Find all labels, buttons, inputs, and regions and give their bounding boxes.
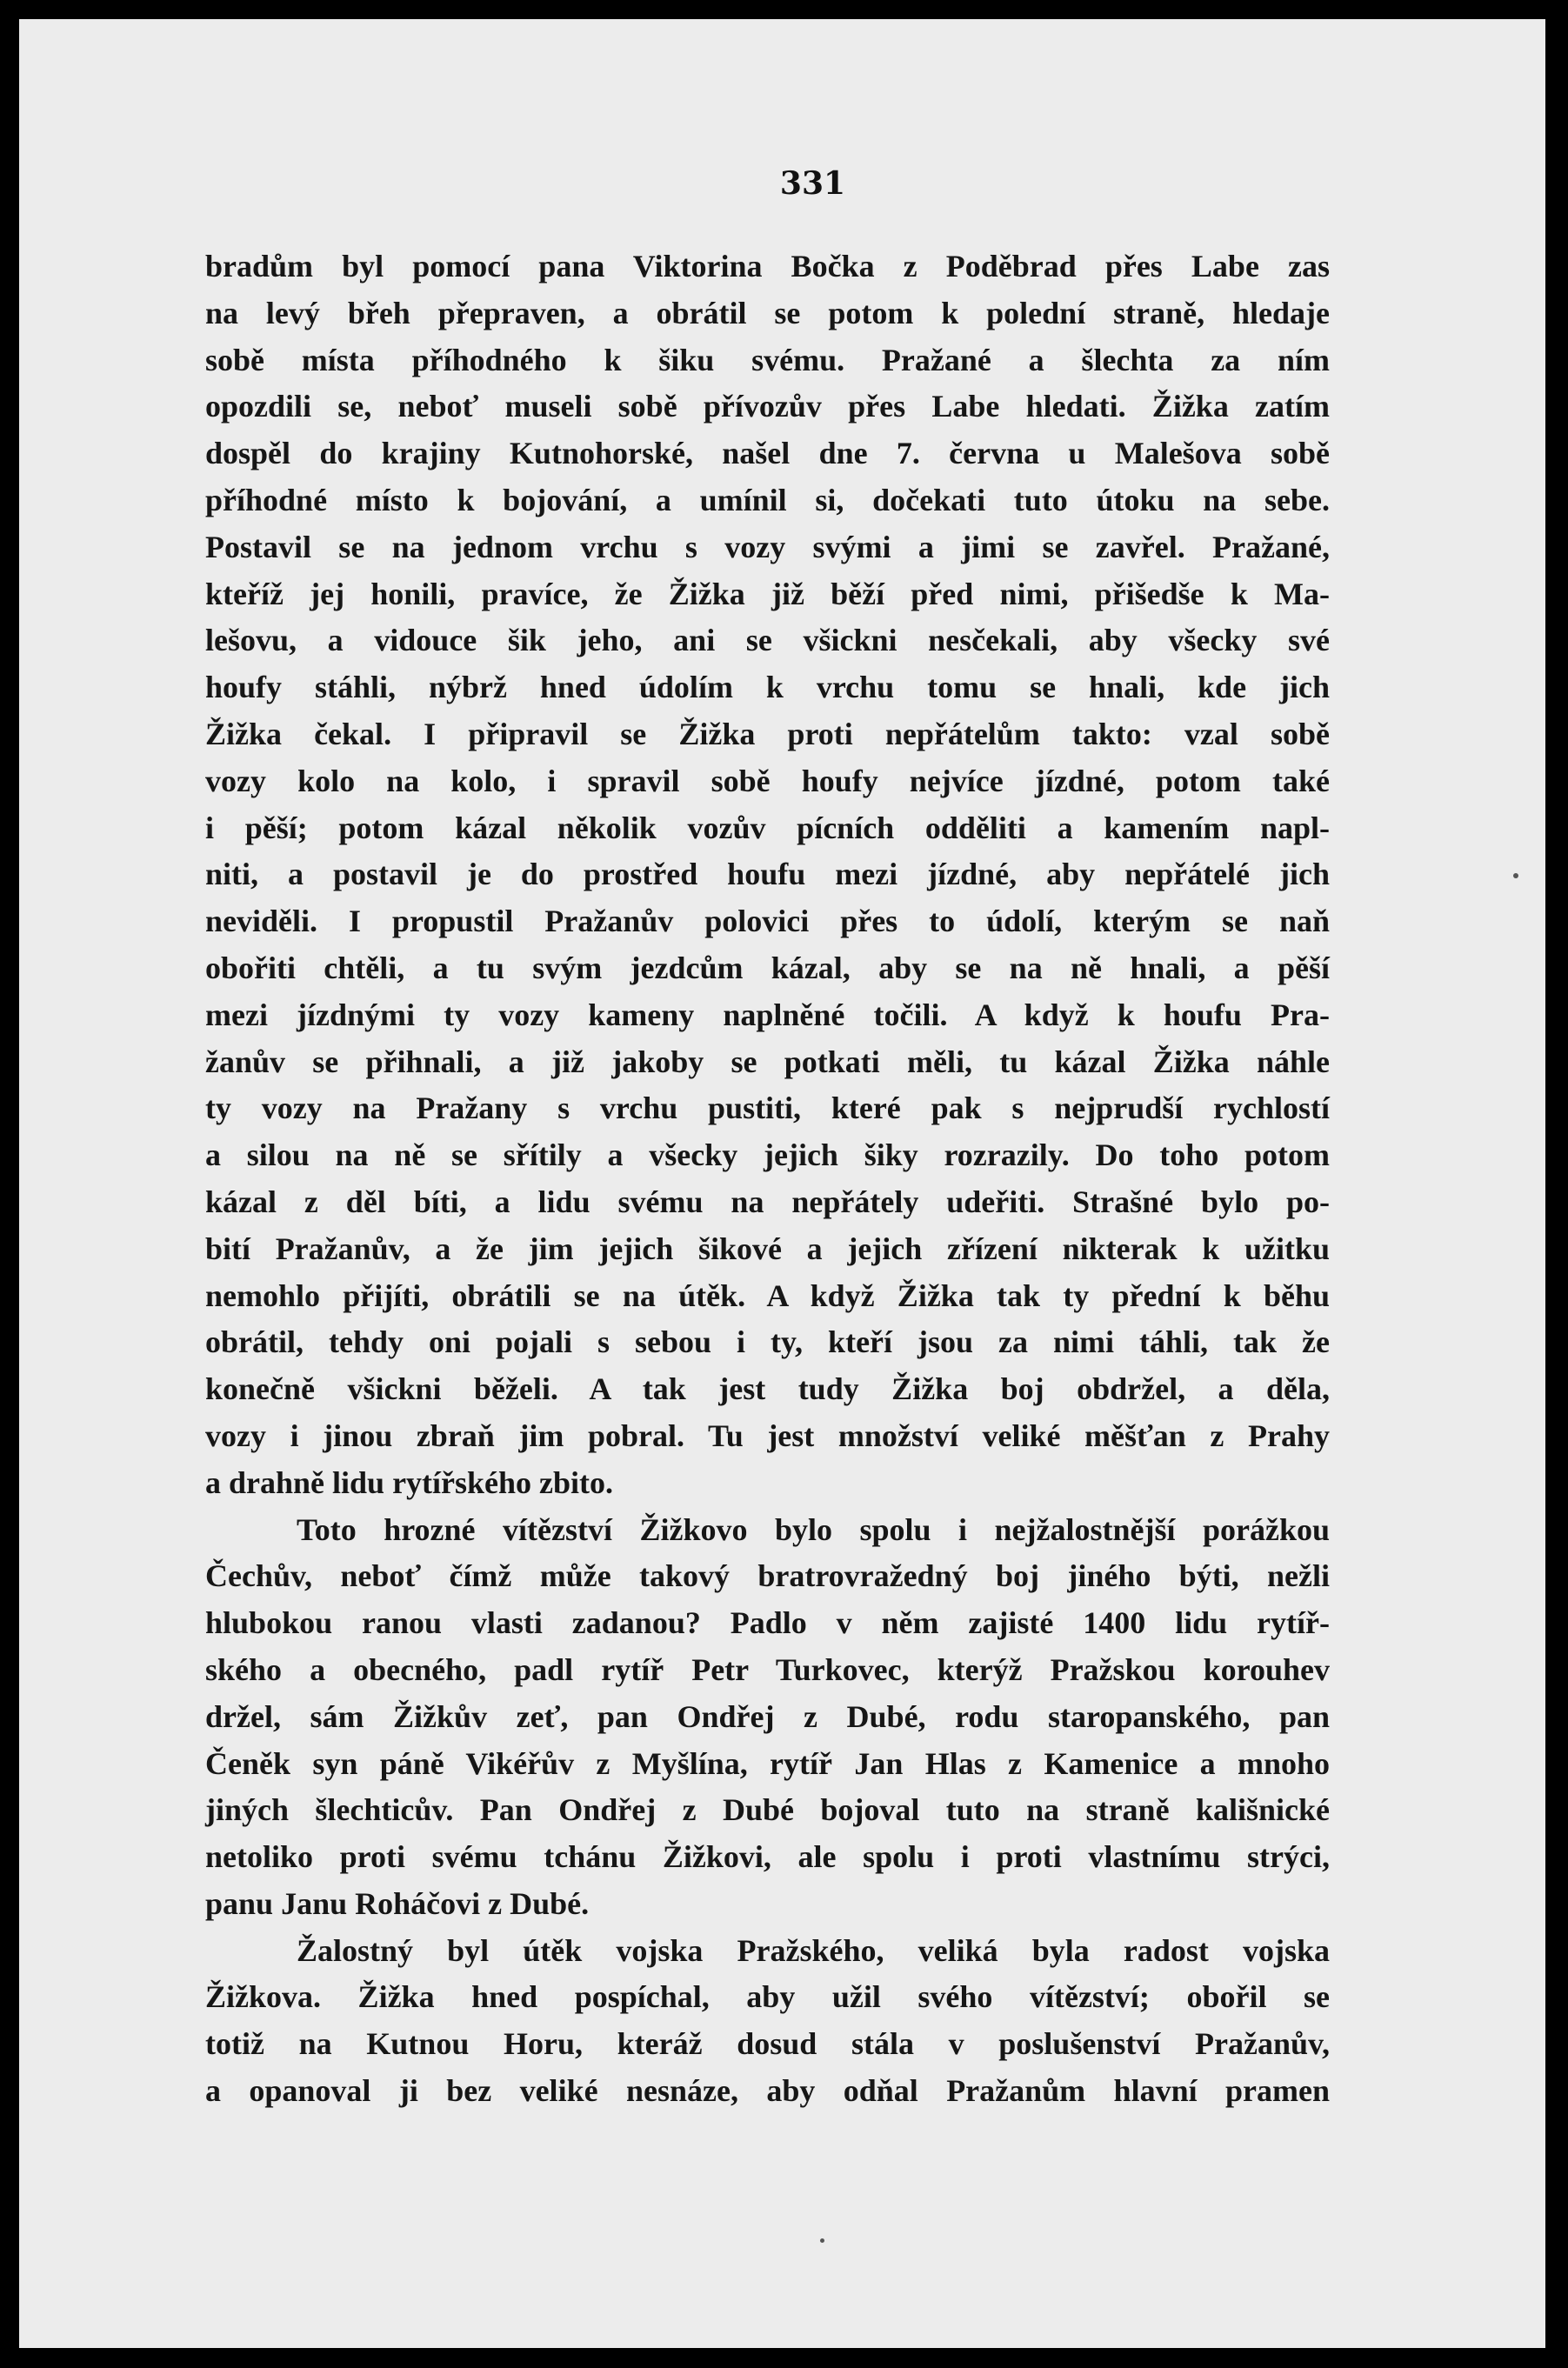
text-line: vozy kolo na kolo, i spravil sobě houfy nejvíce jízdné, potom také <box>205 763 1330 798</box>
text-line: a drahně lidu rytířského zbito. <box>205 1464 614 1500</box>
text-line: a silou na ně se sřítily a všecky jejich šiky rozrazily. Do toho potom <box>205 1137 1330 1173</box>
paragraph-2 <box>205 1507 1330 1928</box>
paragraph-1 <box>205 243 1330 1507</box>
text-line: Žižka čekal. I připravil se Žižka proti nepřátelům takto: vzal sobě <box>205 716 1330 751</box>
text-line: na levý břeh přepraven, a obrátil se potom k polední straně, hledaje <box>205 295 1330 330</box>
page-number: 331 <box>779 165 846 202</box>
text-line: bradům byl pomocí pana Viktorina Bočka z Poděbrad přes Labe zas <box>205 249 1330 283</box>
text-line: žanův se přihnali, a již jakoby se potkati měli, tu kázal Žižka náhle <box>205 1044 1330 1079</box>
text-line: obrátil, tehdy oni pojali s sebou i ty, kteří jsou za nimi táhli, tak že <box>205 1324 1330 1360</box>
text-line: obořiti chtěli, a tu svým jezdcům kázal, aby se na ně hnali, a pěší <box>205 950 1330 985</box>
text-line: kázal z děl bíti, a lidu svému na nepřátely udeřiti. Strašné bylo po- <box>205 1184 1330 1219</box>
text-line: jiných šlechticův. Pan Ondřej z Dubé bojoval tuto na straně kališnické <box>205 1792 1330 1828</box>
text-line: opozdili se, neboť museli sobě přívozův přes Labe hledati. Žižka zatím <box>205 389 1330 424</box>
text-line: Žalostný byl útěk vojska Pražského, veliká byla radost vojska <box>297 1932 1330 1968</box>
text-line: kteříž jej honili, pravíce, že Žižka již běží před nimi, přišedše k Ma- <box>205 576 1330 611</box>
text-line: totiž na Kutnou Horu, kteráž dosud stála v poslušenství Pražanův, <box>205 2026 1330 2062</box>
text-line: konečně všickni běželi. A tak jest tudy Žižka boj obdržel, a děla, <box>205 1371 1330 1407</box>
text-line: držel, sám Žižkův zeť, pan Ondřej z Dubé, rodu staropanského, pan <box>205 1698 1330 1734</box>
text-line: Čeněk syn páně Vikéřův z Myšlína, rytíř Jan Hlas z Kamenice a mnoho <box>205 1745 1330 1781</box>
text-line: hlubokou ranou vlasti zadanou? Padlo v něm zajisté 1400 lidu rytíř- <box>205 1605 1330 1641</box>
book-page <box>19 19 1545 2348</box>
text-line: neviděli. I propustil Pražanův polovici přes to údolí, kterým se naň <box>205 904 1330 939</box>
text-line: netoliko proti svému tchánu Žižkovi, ale spolu i proti vlastnímu strýci, <box>205 1839 1330 1875</box>
text-line: houfy stáhli, nýbrž hned údolím k vrchu tomu se hnali, kde jich <box>205 670 1330 705</box>
paper-speck <box>1513 873 1518 878</box>
text-line: vozy i jinou zbraň jim pobral. Tu jest množství veliké měšťan z Prahy <box>205 1417 1330 1453</box>
body-text <box>205 243 1330 2115</box>
text-line: ty vozy na Pražany s vrchu pustiti, které pak s nejprudší rychlostí <box>205 1091 1330 1126</box>
text-line: niti, a postavil je do prostřed houfu mezi jízdné, aby nepřátelé jich <box>205 857 1330 892</box>
text-line: ského a obecného, padl rytíř Petr Turkovec, kterýž Pražskou korouhev <box>205 1651 1330 1687</box>
text-line: Postavil se na jednom vrchu s vozy svými a jimi se zavřel. Pražané, <box>205 529 1330 564</box>
text-line: mezi jízdnými ty vozy kameny naplněné točili. A když k houfu Pra- <box>205 997 1330 1032</box>
text-line: příhodné místo k bojování, a umínil si, dočekati tuto útoku na sebe. <box>205 482 1330 517</box>
text-line: i pěší; potom kázal několik vozův pícních odděliti a kamením napl- <box>205 810 1330 845</box>
text-line: lešovu, a vidouce šik jeho, ani se všickni nesčekali, aby všecky své <box>205 623 1330 658</box>
text-line: panu Janu Roháčovi z Dubé. <box>205 1885 590 1921</box>
paper-speck <box>820 2238 824 2243</box>
text-line: Čechův, neboť čímž může takový bratrovražedný boj jiného býti, nežli <box>205 1558 1330 1594</box>
text-line: Toto hrozné vítězství Žižkovo bylo spolu i nejžalostnější porážkou <box>297 1511 1330 1547</box>
text-line: sobě místa příhodného k šiku svému. Pražané a šlechta za ním <box>205 342 1330 377</box>
text-line: a opanoval ji bez veliké nesnáze, aby odňal Pražanům hlavní pramen <box>205 2073 1330 2109</box>
text-line: dospěl do krajiny Kutnohorské, našel dne 7. června u Malešova sobě <box>205 436 1330 471</box>
text-line: Žižkova. Žižka hned pospíchal, aby užil svého vítězství; obořil se <box>205 1979 1330 2015</box>
text-line: nemohlo přijíti, obrátili se na útěk. A když Žižka tak ty přední k běhu <box>205 1277 1330 1313</box>
text-line: bití Pražanův, a že jim jejich šikové a jejich zřízení nikterak k užitku <box>205 1231 1330 1266</box>
paragraph-3 <box>205 1928 1330 2115</box>
